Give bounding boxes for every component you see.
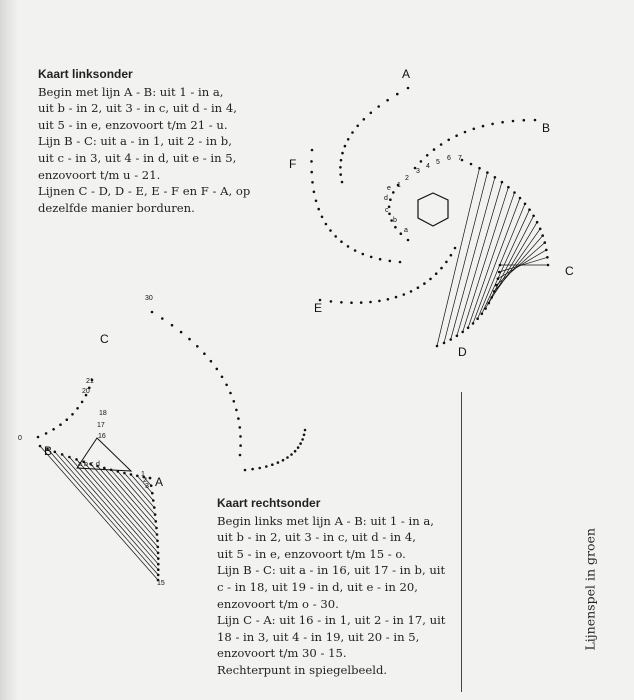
- stitch-hole: [317, 208, 320, 211]
- point-number: 15: [157, 580, 165, 587]
- instruction-line: dezelfde manier borduren.: [38, 200, 195, 215]
- stitch-hole: [356, 125, 359, 128]
- stitch-hole: [299, 442, 302, 445]
- point-letter: a: [78, 461, 82, 468]
- stitch-hole: [271, 463, 274, 466]
- stitch-hole: [389, 198, 392, 201]
- stitch-hole: [435, 272, 438, 275]
- string-line: [104, 468, 156, 528]
- stitch-hole: [400, 232, 403, 235]
- stitch-hole: [37, 436, 40, 439]
- stitch-hole: [76, 407, 79, 410]
- hub-number: 3: [416, 168, 420, 175]
- stitch-hole: [363, 118, 366, 121]
- stitch-hole: [388, 213, 391, 216]
- string-line: [69, 457, 158, 559]
- hub-letter: d: [384, 195, 388, 202]
- stitch-hole: [429, 278, 432, 281]
- instruction-line: Lijn B - C: uit a - in 16, uit 17 - in b, uit: [217, 563, 446, 578]
- hexagon-hub: [418, 193, 448, 226]
- stitch-hole: [239, 444, 242, 447]
- point-label-b: B: [542, 121, 551, 135]
- point-number: 3: [145, 483, 149, 490]
- spiral-dot-paths: [310, 87, 549, 348]
- stitch-hole: [344, 145, 347, 148]
- heading-bottom-right-card: Kaart rechtsonder: [217, 496, 321, 510]
- stitch-hole: [470, 163, 473, 166]
- point-number: 16: [98, 433, 106, 440]
- point-label-b: B: [44, 444, 53, 458]
- stitch-hole: [304, 429, 307, 432]
- stitch-hole: [45, 432, 48, 435]
- stitch-hole: [303, 434, 306, 437]
- stitch-hole: [188, 338, 191, 341]
- stitch-hole: [370, 256, 373, 259]
- stitch-hole: [221, 376, 224, 379]
- instruction-line: c - in 18, uit 19 - in d, uit e - in 20,: [217, 579, 418, 594]
- instruction-line: uit 5 - in e, enzovoort t/m 21 - u.: [38, 117, 228, 132]
- stitch-hole: [151, 311, 154, 314]
- instruction-line: Begin links met lijn A - B: uit 1 - in a,: [217, 513, 434, 528]
- point-number: 21: [86, 378, 94, 385]
- spiral-pattern-diagram: [289, 67, 574, 359]
- hub-letter: c: [385, 207, 389, 214]
- stitch-hole: [450, 254, 453, 257]
- stitch-hole: [426, 154, 429, 157]
- stitch-hole: [347, 245, 350, 248]
- stitch-hole: [407, 239, 410, 242]
- stitch-hole: [277, 461, 280, 464]
- stitch-hole: [347, 138, 350, 141]
- instruction-line: uit c - in 3, uit 4 - in d, uit e - in 5,: [38, 150, 237, 165]
- stitch-hole: [251, 468, 254, 471]
- stitch-hole: [340, 240, 343, 243]
- stitch-hole: [81, 401, 84, 404]
- point-label-f: F: [289, 157, 297, 171]
- point-number: 20: [82, 388, 90, 395]
- stitch-hole: [534, 119, 537, 122]
- hub-number: 5: [436, 159, 440, 166]
- stitch-hole: [403, 293, 406, 296]
- point-number: 2: [143, 477, 147, 484]
- point-letter: b: [84, 461, 88, 468]
- hub-number: 7: [458, 155, 462, 162]
- stitch-hole: [482, 125, 485, 128]
- point-label-a: A: [155, 475, 164, 489]
- point-label-d: D: [458, 345, 467, 359]
- stitch-hole: [378, 300, 381, 303]
- string-line: [444, 173, 487, 343]
- hub-number: 6: [447, 155, 451, 162]
- point-label-c: C: [565, 264, 574, 278]
- stitch-hole: [59, 423, 62, 426]
- stitch-hole: [171, 324, 174, 327]
- string-line: [473, 198, 520, 323]
- stitch-hole: [445, 261, 448, 264]
- stitch-hole: [417, 286, 420, 289]
- spiral-string-fan: [437, 168, 548, 346]
- stitch-hole: [239, 435, 242, 438]
- instruction-line: uit b - in 2, uit 3 - in c, uit d - in 4,: [38, 101, 237, 116]
- instruction-line: Lijn C - A: uit 16 - in 1, uit 2 - in 17, uit: [217, 613, 446, 628]
- stitch-hole: [360, 301, 363, 304]
- stitch-hole: [362, 253, 365, 256]
- stitch-hole: [473, 128, 476, 131]
- stitch-hole: [301, 438, 304, 441]
- stitch-hole: [501, 121, 504, 124]
- hub-number: 4: [426, 163, 430, 170]
- stitch-hole: [395, 296, 398, 299]
- stitch-hole: [244, 469, 247, 472]
- stitch-hole: [71, 413, 74, 416]
- instruction-line: Lijnen C - D, D - E, E - F en F - A, op: [38, 184, 251, 199]
- stitch-hole: [216, 368, 219, 371]
- stitch-hole: [354, 249, 357, 252]
- stitch-hole: [399, 261, 402, 264]
- stitch-hole: [330, 300, 333, 303]
- string-line: [77, 459, 159, 553]
- stitch-hole: [377, 105, 380, 108]
- stitch-hole: [523, 119, 526, 122]
- stitch-hole: [379, 258, 382, 261]
- instruction-line: Begin met lijn A - B: uit 1 - in a,: [38, 84, 224, 99]
- side-label: Lijnenspel in groen: [582, 528, 598, 651]
- point-number: 18: [99, 410, 107, 417]
- stitch-hole: [233, 400, 236, 403]
- stitch-hole: [370, 112, 373, 115]
- stitch-hole: [386, 99, 389, 102]
- stitch-hole: [447, 139, 450, 142]
- point-label-c: C: [100, 332, 109, 346]
- hub-letter: a: [404, 227, 408, 234]
- string-line: [486, 216, 534, 309]
- instruction-line: uit b - in 2, uit 3 - in c, uit d - in 4,: [217, 530, 416, 545]
- stitch-hole: [258, 467, 261, 470]
- stitch-hole: [341, 181, 344, 184]
- point-label-a: A: [402, 67, 411, 81]
- stitch-hole: [394, 226, 397, 229]
- point-label-e: E: [314, 301, 323, 315]
- stitch-hole: [196, 345, 199, 348]
- stitch-hole: [310, 160, 313, 163]
- point-number: 17: [97, 422, 105, 429]
- string-line: [468, 193, 514, 328]
- stitch-hole: [455, 134, 458, 137]
- point-number: 30: [145, 295, 153, 302]
- string-line: [91, 464, 158, 541]
- string-line: [48, 449, 159, 575]
- stitch-hole: [464, 131, 467, 134]
- stitch-hole: [265, 465, 268, 468]
- instruction-line: uit 5 - in e, enzovoort t/m 15 - o.: [217, 546, 406, 561]
- stitch-hole: [351, 131, 354, 134]
- stitch-hole: [315, 200, 318, 203]
- stitch-hole: [161, 317, 164, 320]
- hub-letter: b: [393, 217, 397, 224]
- stitch-hole: [149, 477, 152, 480]
- stitch-hole: [229, 392, 232, 395]
- instruction-line: enzovoort t/m 30 - 15.: [217, 646, 347, 661]
- stitch-hole: [66, 418, 69, 421]
- corner-pattern-diagram: [18, 295, 306, 587]
- stitch-hole: [329, 229, 332, 232]
- stitch-hole: [341, 152, 344, 155]
- stitch-hole: [396, 93, 399, 96]
- stitch-hole: [407, 87, 410, 90]
- stitch-hole: [180, 331, 183, 334]
- stitch-hole: [420, 160, 423, 163]
- stitch-hole: [294, 450, 297, 453]
- stitch-hole: [311, 149, 314, 152]
- stitch-hole: [350, 301, 353, 304]
- stitch-hole: [410, 290, 413, 293]
- instruction-line: 18 - in 3, uit 4 - in 19, uit 20 - in 5,: [217, 629, 420, 644]
- instruction-line: Rechterpunt in spiegelbeeld.: [217, 662, 388, 677]
- stitch-hole: [321, 216, 324, 219]
- point-letter: c: [90, 461, 94, 468]
- instruction-line: Lijn B - C: uit a - in 1, uit 2 - in b,: [38, 134, 232, 149]
- stitch-hole: [310, 171, 313, 174]
- stitch-hole: [282, 459, 285, 462]
- stitch-hole: [454, 247, 457, 250]
- stitch-hole: [290, 453, 293, 456]
- stitch-hole: [286, 456, 289, 459]
- stitch-hole: [235, 409, 238, 412]
- stitch-hole: [387, 298, 390, 301]
- stitch-hole: [340, 301, 343, 304]
- corner-dot-paths: [37, 311, 307, 582]
- stitch-hole: [440, 143, 443, 146]
- stitch-hole: [325, 223, 328, 226]
- stitch-hole: [433, 148, 436, 151]
- stitch-hole: [297, 446, 300, 449]
- instruction-line: enzovoort t/m o - 30.: [217, 596, 339, 611]
- stitch-hole: [423, 282, 426, 285]
- heading-bottom-left-card: Kaart linksonder: [38, 67, 133, 81]
- stitch-hole: [239, 454, 242, 457]
- stitch-hole: [52, 428, 55, 431]
- stitch-hole: [210, 360, 213, 363]
- point-number: 1: [141, 471, 145, 478]
- stitch-hole: [311, 181, 314, 184]
- stitch-hole: [339, 173, 342, 176]
- stitch-hole: [369, 301, 372, 304]
- stitch-hole: [339, 166, 342, 169]
- point-number: 0: [18, 435, 22, 442]
- stitch-hole: [203, 352, 206, 355]
- stitch-hole: [389, 260, 392, 263]
- stitch-hole: [334, 235, 337, 238]
- stitch-hole: [392, 191, 395, 194]
- stitch-hole: [491, 123, 494, 126]
- point-letter: d: [96, 461, 100, 468]
- stitch-hole: [239, 426, 242, 429]
- stitch-hole: [313, 191, 316, 194]
- stitch-hole: [340, 159, 343, 162]
- stitch-hole: [440, 267, 443, 270]
- stitch-hole: [225, 384, 228, 387]
- hub-letter: e: [387, 185, 391, 192]
- stitch-hole: [237, 417, 240, 420]
- instruction-line: enzovoort t/m u - 21.: [38, 167, 161, 182]
- hub-number: 1: [397, 182, 401, 189]
- hub-number: 2: [405, 175, 409, 182]
- stitch-hole: [512, 120, 515, 123]
